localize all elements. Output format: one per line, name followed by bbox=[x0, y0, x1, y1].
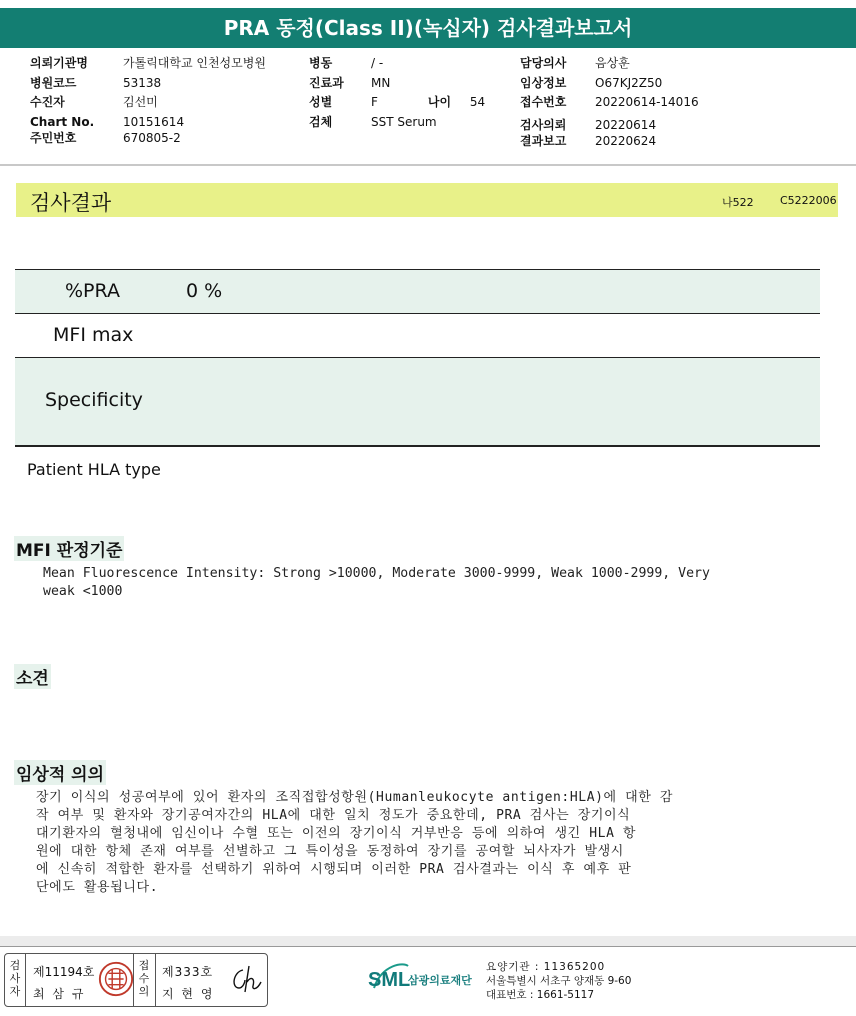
mfi-max-row bbox=[15, 314, 820, 357]
label-sex: 성별 bbox=[309, 95, 333, 109]
footer-divider bbox=[0, 936, 856, 946]
mfi-criteria-line-1: Mean Fluorescence Intensity: Strong >10000, Moderate 3000-9999, Weak 1000-2999, Very bbox=[43, 566, 710, 581]
label-receipt-no: 접수번호 bbox=[520, 95, 567, 109]
value-resident-no: 670805-2 bbox=[123, 131, 181, 145]
clinical-text-line-2: 작 여부 및 환자와 장기공여자간의 HLA에 대한 일치 정도가 중요한데, PRA 검사는 장기이식 bbox=[36, 808, 631, 823]
org-phone: 대표번호 : 1661-5117 bbox=[486, 989, 595, 1001]
specificity-row bbox=[15, 358, 820, 445]
sml-logo-text: SML bbox=[368, 969, 411, 991]
header-divider bbox=[0, 164, 856, 166]
specificity-label: Specificity bbox=[45, 389, 143, 411]
mfi-max-label: MFI max bbox=[53, 324, 134, 346]
label-specimen: 검체 bbox=[309, 114, 333, 129]
value-chart-no: 10151614 bbox=[123, 114, 185, 129]
patient-info-col2 bbox=[309, 54, 485, 132]
report-title: PRA 동정(Class II)(녹십자) 검사결과보고서 bbox=[0, 8, 856, 48]
clinical-text-line-6: 단에도 활용됩니다. bbox=[36, 880, 159, 895]
signature-divider-2 bbox=[133, 954, 134, 1006]
label-patient: 수진자 bbox=[30, 95, 65, 109]
signature-box bbox=[4, 953, 268, 1007]
value-patient: 김선미 bbox=[123, 95, 158, 109]
value-doctor: 음상훈 bbox=[595, 56, 630, 70]
value-clinical-info: O67KJ2Z50 bbox=[595, 75, 663, 90]
clinical-significance-heading: 임상적 의의 bbox=[14, 760, 106, 785]
value-sex: F bbox=[371, 95, 378, 109]
inspector-seal-icon bbox=[97, 960, 135, 998]
value-request-date: 20220614 bbox=[595, 117, 657, 132]
label-hospital-code: 병원코드 bbox=[30, 75, 77, 90]
clinical-text-line-3: 대기환자의 혈청내에 임신이나 수혈 또는 이전의 장기이식 거부반응 등에 의하여 생긴 HLA 항 bbox=[36, 826, 637, 841]
label-chart-no: Chart No. bbox=[30, 114, 95, 129]
result-code-2: C5222006 bbox=[780, 194, 837, 207]
confirm-label: 접수의 bbox=[138, 959, 150, 998]
confirm-license-no: 제333호 bbox=[162, 965, 214, 979]
label-resident-no: 주민번호 bbox=[30, 131, 77, 145]
signature-icon bbox=[229, 964, 265, 994]
inspector-license-no: 제11194호 bbox=[33, 965, 95, 979]
confirm-name: 지 현 영 bbox=[162, 987, 215, 1001]
inspector-name: 최 삼 규 bbox=[33, 987, 86, 1001]
value-ward: / - bbox=[371, 56, 384, 70]
value-specimen: SST Serum bbox=[371, 114, 437, 129]
patient-hla-type-label: Patient HLA type bbox=[27, 460, 161, 479]
org-info bbox=[486, 960, 631, 1002]
table-bottom-rule bbox=[15, 445, 820, 447]
opinion-heading: 소견 bbox=[14, 664, 51, 689]
label-institution: 의뢰기관명 bbox=[30, 56, 88, 70]
mfi-criteria-heading: MFI 판정기준 bbox=[14, 536, 124, 561]
inspector-label: 검사자 bbox=[9, 959, 21, 998]
value-institution: 가톨릭대학교 인천성모병원 bbox=[123, 56, 266, 70]
label-request-date: 검사의뢰 bbox=[520, 117, 567, 132]
pra-row bbox=[15, 270, 820, 313]
label-ward: 병동 bbox=[309, 56, 333, 70]
pra-label: %PRA bbox=[65, 280, 120, 302]
pra-value: 0 % bbox=[186, 280, 223, 302]
value-age: 54 bbox=[469, 95, 486, 109]
patient-info-col3 bbox=[520, 54, 699, 152]
label-department: 진료과 bbox=[309, 75, 344, 90]
value-department: MN bbox=[371, 75, 391, 90]
mfi-criteria-line-2: weak <1000 bbox=[43, 584, 123, 599]
clinical-text-line-4: 원에 대한 항체 존재 여부를 선별하고 그 특이성을 동정하여 장기를 공여할 뇌사자가 발생시 bbox=[36, 844, 624, 859]
value-receipt-no: 20220614-14016 bbox=[595, 95, 699, 109]
result-section-title: 검사결과 bbox=[30, 191, 112, 215]
label-clinical-info: 임상정보 bbox=[520, 75, 567, 90]
label-report-date: 결과보고 bbox=[520, 134, 567, 148]
label-age: 나이 bbox=[427, 95, 452, 109]
clinical-text-line-1: 장기 이식의 성공여부에 있어 환자의 조직접합성항원(Humanleukocyte antigen:HLA)에 대한 감 bbox=[36, 790, 674, 805]
patient-info-col1 bbox=[30, 54, 266, 149]
org-code: 요양기관 : 11365200 bbox=[486, 961, 606, 973]
signature-divider-3 bbox=[155, 954, 156, 1006]
signature-divider-1 bbox=[25, 954, 26, 1006]
result-code-1: 나522 bbox=[722, 196, 754, 209]
org-address: 서울특별시 서초구 양재동 9-60 bbox=[486, 975, 632, 987]
footer-rule bbox=[0, 946, 856, 947]
label-doctor: 담당의사 bbox=[520, 56, 567, 70]
value-report-date: 20220624 bbox=[595, 134, 657, 148]
org-name: 삼광의료재단 bbox=[408, 974, 472, 987]
result-section-bar bbox=[16, 183, 838, 217]
value-hospital-code: 53138 bbox=[123, 75, 162, 90]
clinical-text-line-5: 에 신속히 적합한 환자를 선택하기 위하여 시행되며 이러한 PRA 검사결과는 이식 후 예후 판 bbox=[36, 862, 632, 877]
